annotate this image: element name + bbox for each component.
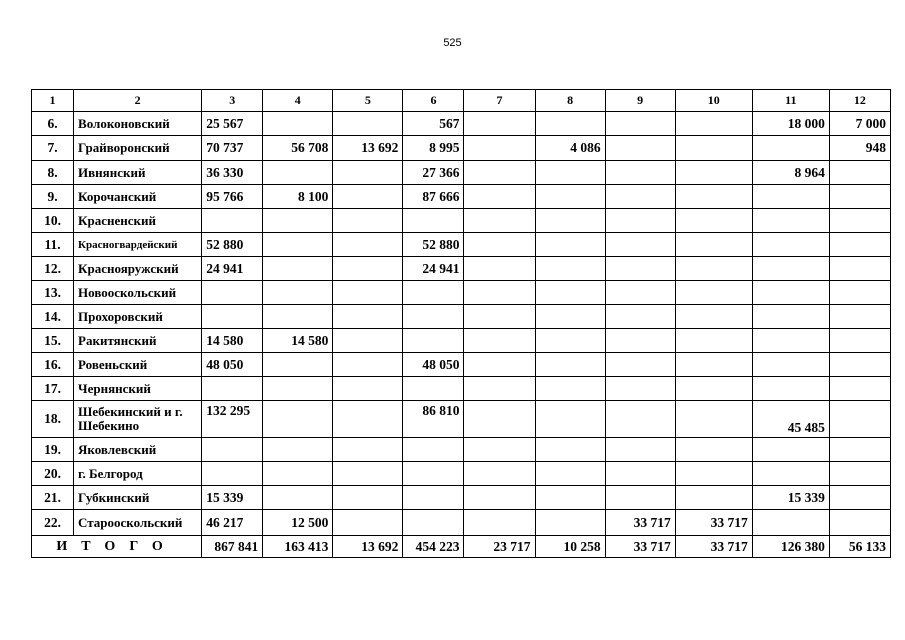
cell-col-11: 15 339	[752, 486, 829, 510]
cell-col-8	[535, 353, 605, 377]
district-name: Корочанский	[74, 185, 202, 209]
cell-col-9	[605, 136, 675, 161]
row-number: 9.	[32, 185, 74, 209]
cell-col-3: 15 339	[202, 486, 263, 510]
table-row	[32, 353, 891, 377]
cell-col-8	[535, 462, 605, 486]
cell-col-8	[535, 161, 605, 185]
cell-col-9	[605, 401, 675, 438]
cell-col-3	[202, 281, 263, 305]
table-row	[32, 185, 891, 209]
cell-col-4: 12 500	[263, 510, 333, 536]
table-row	[32, 329, 891, 353]
cell-col-6	[403, 329, 464, 353]
cell-col-8	[535, 510, 605, 536]
cell-col-10: 33 717	[675, 510, 752, 536]
total-col-12: 56 133	[829, 536, 890, 558]
cell-col-10	[675, 401, 752, 438]
cell-col-8	[535, 281, 605, 305]
cell-col-12	[829, 462, 890, 486]
cell-col-6	[403, 209, 464, 233]
cell-col-6	[403, 281, 464, 305]
table-row	[32, 510, 891, 536]
header-row	[32, 90, 891, 112]
cell-col-11	[752, 353, 829, 377]
cell-col-5	[333, 438, 403, 462]
cell-col-7	[464, 281, 535, 305]
cell-col-6: 27 366	[403, 161, 464, 185]
cell-col-10	[675, 161, 752, 185]
total-col-6: 454 223	[403, 536, 464, 558]
cell-col-10	[675, 136, 752, 161]
row-number: 11.	[32, 233, 74, 257]
column-header: 7	[464, 90, 535, 112]
cell-col-9	[605, 377, 675, 401]
cell-col-5	[333, 281, 403, 305]
district-name: Ракитянский	[74, 329, 202, 353]
cell-col-9	[605, 486, 675, 510]
cell-col-3: 52 880	[202, 233, 263, 257]
cell-col-12	[829, 438, 890, 462]
table-row	[32, 209, 891, 233]
cell-col-12	[829, 161, 890, 185]
report-table	[31, 89, 891, 558]
cell-col-10	[675, 112, 752, 136]
total-col-9: 33 717	[605, 536, 675, 558]
cell-col-6	[403, 510, 464, 536]
total-col-11: 126 380	[752, 536, 829, 558]
cell-col-11: 8 964	[752, 161, 829, 185]
cell-col-10	[675, 438, 752, 462]
cell-col-9	[605, 209, 675, 233]
cell-col-12	[829, 510, 890, 536]
row-number: 15.	[32, 329, 74, 353]
cell-col-8	[535, 209, 605, 233]
cell-col-3: 95 766	[202, 185, 263, 209]
table-row	[32, 233, 891, 257]
table-row	[32, 438, 891, 462]
cell-col-5	[333, 112, 403, 136]
page-number: 525	[443, 37, 462, 49]
cell-col-12	[829, 305, 890, 329]
total-label: ИТОГО	[32, 536, 202, 558]
cell-col-7	[464, 209, 535, 233]
cell-col-9	[605, 233, 675, 257]
total-col-8: 10 258	[535, 536, 605, 558]
cell-col-4	[263, 209, 333, 233]
cell-col-7	[464, 462, 535, 486]
cell-col-7	[464, 401, 535, 438]
cell-col-11: 18 000	[752, 112, 829, 136]
column-header: 5	[333, 90, 403, 112]
cell-col-4	[263, 462, 333, 486]
cell-col-8	[535, 112, 605, 136]
cell-col-9	[605, 462, 675, 486]
cell-col-12	[829, 486, 890, 510]
cell-col-5	[333, 462, 403, 486]
column-header: 1	[32, 90, 74, 112]
cell-col-12: 7 000	[829, 112, 890, 136]
cell-col-3	[202, 305, 263, 329]
cell-col-8: 4 086	[535, 136, 605, 161]
cell-col-5	[333, 161, 403, 185]
row-number: 13.	[32, 281, 74, 305]
cell-col-10	[675, 353, 752, 377]
column-header: 10	[675, 90, 752, 112]
cell-col-11	[752, 305, 829, 329]
cell-col-6	[403, 462, 464, 486]
table-row	[32, 401, 891, 438]
cell-col-12	[829, 185, 890, 209]
cell-col-8	[535, 329, 605, 353]
row-number: 19.	[32, 438, 74, 462]
cell-col-5	[333, 233, 403, 257]
cell-col-4	[263, 305, 333, 329]
cell-col-10	[675, 486, 752, 510]
cell-col-4	[263, 233, 333, 257]
table-row	[32, 112, 891, 136]
table-row	[32, 486, 891, 510]
cell-col-10	[675, 377, 752, 401]
row-number: 7.	[32, 136, 74, 161]
cell-col-9	[605, 353, 675, 377]
cell-col-10	[675, 281, 752, 305]
cell-col-10	[675, 233, 752, 257]
cell-col-8	[535, 305, 605, 329]
cell-col-6: 8 995	[403, 136, 464, 161]
cell-col-3: 36 330	[202, 161, 263, 185]
cell-col-3: 132 295	[202, 401, 263, 438]
cell-col-5	[333, 257, 403, 281]
table-row	[32, 136, 891, 161]
cell-col-6: 48 050	[403, 353, 464, 377]
cell-col-7	[464, 486, 535, 510]
cell-col-5	[333, 377, 403, 401]
district-name: г. Белгород	[74, 462, 202, 486]
cell-col-10	[675, 209, 752, 233]
cell-col-5	[333, 486, 403, 510]
cell-col-9	[605, 305, 675, 329]
table-row	[32, 377, 891, 401]
cell-col-9	[605, 112, 675, 136]
cell-col-7	[464, 438, 535, 462]
cell-col-3: 46 217	[202, 510, 263, 536]
cell-col-11	[752, 438, 829, 462]
table-row	[32, 305, 891, 329]
cell-col-4	[263, 161, 333, 185]
district-name: Прохоровский	[74, 305, 202, 329]
district-name: Губкинский	[74, 486, 202, 510]
cell-col-4	[263, 486, 333, 510]
row-number: 21.	[32, 486, 74, 510]
cell-col-3	[202, 209, 263, 233]
cell-col-10	[675, 185, 752, 209]
cell-col-9	[605, 185, 675, 209]
cell-col-5	[333, 185, 403, 209]
cell-col-4	[263, 257, 333, 281]
cell-col-6	[403, 377, 464, 401]
district-name: Ровеньский	[74, 353, 202, 377]
cell-col-4	[263, 112, 333, 136]
cell-col-5: 13 692	[333, 136, 403, 161]
row-number: 18.	[32, 401, 74, 438]
cell-col-5	[333, 510, 403, 536]
row-number: 8.	[32, 161, 74, 185]
cell-col-6: 86 810	[403, 401, 464, 438]
cell-col-7	[464, 353, 535, 377]
cell-col-7	[464, 377, 535, 401]
cell-col-6	[403, 305, 464, 329]
cell-col-6: 52 880	[403, 233, 464, 257]
cell-col-4	[263, 401, 333, 438]
cell-col-8	[535, 486, 605, 510]
district-name: Чернянский	[74, 377, 202, 401]
cell-col-6	[403, 438, 464, 462]
cell-col-11	[752, 329, 829, 353]
total-row	[32, 536, 891, 558]
cell-col-9	[605, 257, 675, 281]
cell-col-5	[333, 305, 403, 329]
column-header: 8	[535, 90, 605, 112]
cell-col-9: 33 717	[605, 510, 675, 536]
cell-col-3: 14 580	[202, 329, 263, 353]
cell-col-4: 14 580	[263, 329, 333, 353]
row-number: 17.	[32, 377, 74, 401]
column-header: 9	[605, 90, 675, 112]
cell-col-6: 24 941	[403, 257, 464, 281]
cell-col-3	[202, 462, 263, 486]
table-row	[32, 161, 891, 185]
row-number: 16.	[32, 353, 74, 377]
table-row	[32, 462, 891, 486]
cell-col-3: 24 941	[202, 257, 263, 281]
cell-col-8	[535, 185, 605, 209]
column-header: 2	[74, 90, 202, 112]
cell-col-7	[464, 233, 535, 257]
cell-col-12: 948	[829, 136, 890, 161]
cell-col-5	[333, 401, 403, 438]
total-col-4: 163 413	[263, 536, 333, 558]
cell-col-10	[675, 257, 752, 281]
cell-col-7	[464, 185, 535, 209]
cell-col-5	[333, 353, 403, 377]
total-col-10: 33 717	[675, 536, 752, 558]
row-number: 14.	[32, 305, 74, 329]
cell-col-11	[752, 281, 829, 305]
cell-col-8	[535, 233, 605, 257]
cell-col-12	[829, 257, 890, 281]
table-row	[32, 281, 891, 305]
district-name: Грайворонский	[74, 136, 202, 161]
district-name: Волоконовский	[74, 112, 202, 136]
district-name: Шебекинский и г. Шебекино	[74, 401, 202, 438]
row-number: 10.	[32, 209, 74, 233]
row-number: 12.	[32, 257, 74, 281]
cell-col-10	[675, 305, 752, 329]
cell-col-3: 48 050	[202, 353, 263, 377]
cell-col-7	[464, 136, 535, 161]
cell-col-11	[752, 510, 829, 536]
table-row	[32, 257, 891, 281]
cell-col-8	[535, 257, 605, 281]
cell-col-7	[464, 112, 535, 136]
cell-col-11	[752, 462, 829, 486]
cell-col-11	[752, 209, 829, 233]
cell-col-6: 567	[403, 112, 464, 136]
cell-col-7	[464, 510, 535, 536]
cell-col-4: 8 100	[263, 185, 333, 209]
cell-col-5	[333, 209, 403, 233]
cell-col-11: 45 485	[752, 401, 829, 438]
cell-col-10	[675, 329, 752, 353]
cell-col-11	[752, 233, 829, 257]
cell-col-4	[263, 438, 333, 462]
column-header: 3	[202, 90, 263, 112]
cell-col-12	[829, 401, 890, 438]
cell-col-8	[535, 438, 605, 462]
total-col-5: 13 692	[333, 536, 403, 558]
cell-col-7	[464, 257, 535, 281]
district-name: Красненский	[74, 209, 202, 233]
column-header: 6	[403, 90, 464, 112]
row-number: 22.	[32, 510, 74, 536]
district-name: Яковлевский	[74, 438, 202, 462]
cell-col-3	[202, 377, 263, 401]
cell-col-9	[605, 329, 675, 353]
cell-col-4	[263, 377, 333, 401]
district-name: Старооскольский	[74, 510, 202, 536]
cell-col-11	[752, 185, 829, 209]
cell-col-8	[535, 401, 605, 438]
total-col-7: 23 717	[464, 536, 535, 558]
total-col-3: 867 841	[202, 536, 263, 558]
cell-col-6	[403, 486, 464, 510]
cell-col-4	[263, 281, 333, 305]
cell-col-12	[829, 209, 890, 233]
cell-col-3: 70 737	[202, 136, 263, 161]
cell-col-9	[605, 281, 675, 305]
cell-col-11	[752, 377, 829, 401]
cell-col-11	[752, 136, 829, 161]
district-name: Краснояружский	[74, 257, 202, 281]
cell-col-4: 56 708	[263, 136, 333, 161]
row-number: 6.	[32, 112, 74, 136]
cell-col-7	[464, 329, 535, 353]
cell-col-7	[464, 161, 535, 185]
cell-col-11	[752, 257, 829, 281]
cell-col-12	[829, 281, 890, 305]
column-header: 4	[263, 90, 333, 112]
cell-col-5	[333, 329, 403, 353]
column-header: 12	[829, 90, 890, 112]
cell-col-6: 87 666	[403, 185, 464, 209]
cell-col-4	[263, 353, 333, 377]
cell-col-12	[829, 377, 890, 401]
district-name: Ивнянский	[74, 161, 202, 185]
cell-col-8	[535, 377, 605, 401]
column-header: 11	[752, 90, 829, 112]
cell-col-12	[829, 329, 890, 353]
cell-col-10	[675, 462, 752, 486]
cell-col-7	[464, 305, 535, 329]
cell-col-9	[605, 161, 675, 185]
cell-col-3	[202, 438, 263, 462]
district-name: Новооскольский	[74, 281, 202, 305]
cell-col-12	[829, 353, 890, 377]
cell-col-9	[605, 438, 675, 462]
cell-col-12	[829, 233, 890, 257]
row-number: 20.	[32, 462, 74, 486]
district-name: Красногвардейский	[74, 233, 202, 257]
cell-col-3: 25 567	[202, 112, 263, 136]
